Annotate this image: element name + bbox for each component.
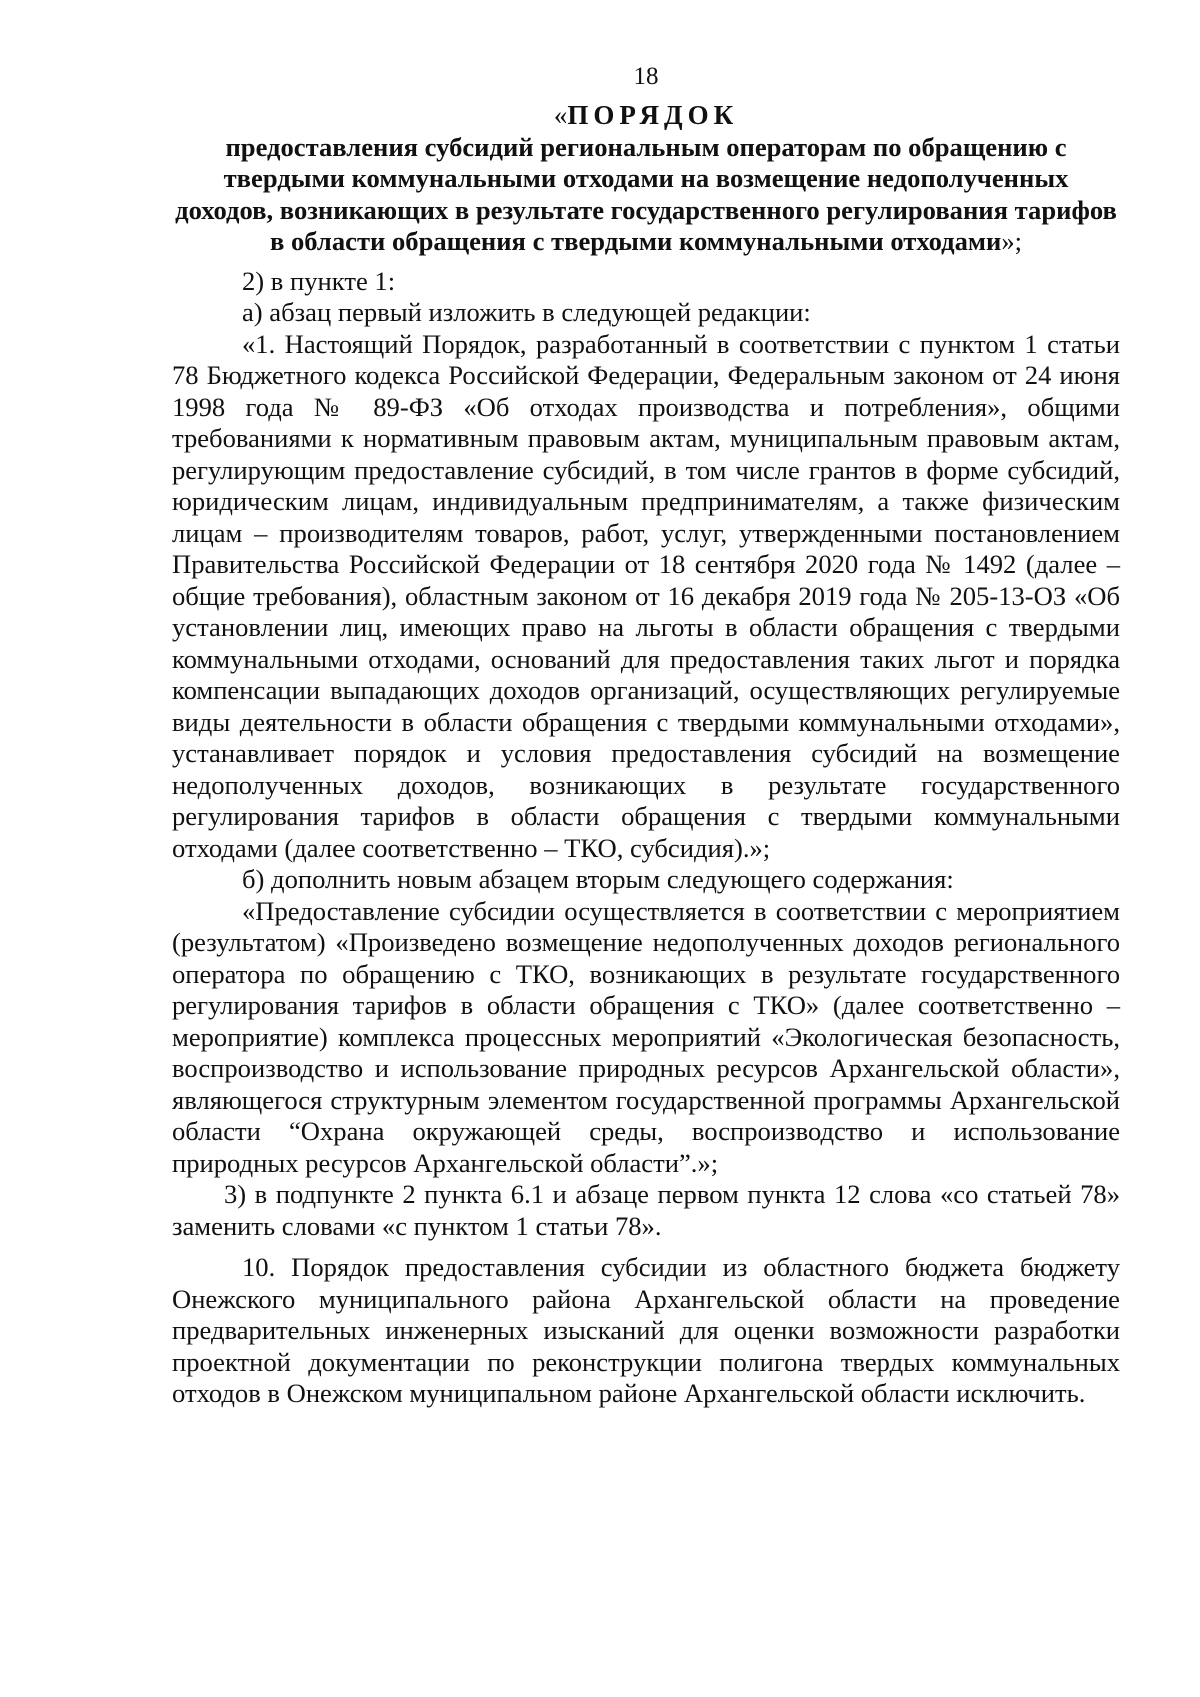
paragraph-new-abzac: «Предоставление субсидии осуществляется в соответствии с мероприятием (результатом) «Произведено возмещение недополученных доходов регионального оператора по обращению с ТКО, возникающих в результате государственного регулирования тарифов в области обращения с ТКО» (далее соответственно – мероприятие) комплекса процессных мероприятий «Экологическая безопасность, воспроизводство и использование природных ресурсов Архангельской области», являющегося структурным элементом государственной программы Архангельской области “Охрана окружающей среды, воспроизводство и использование природных ресурсов Архангельской области”.»; bbox=[172, 895, 1120, 1178]
paragraph-clause-1: «1. Настоящий Порядок, разработанный в соответствии с пунктом 1 статьи 78 Бюджетного кодекса Российской Федерации, Федеральным законом от 24 июня 1998 года № 89-ФЗ «Об отходах производства и потребления», общими требованиями к нормативным правовым актам, муниципальным правовым актам, регулирующим предоставление субсидий, в том числе грантов в форме субсидий, юридическим лицам, индивидуальным предпринимателям, а также физическим лицам – производителям товаров, работ, услуг, утвержденными постановлением Правительства Российской Федерации от 18 сентября 2020 года № 1492 (далее – общие требования), областным законом от 16 декабря 2019 года № 205-13-ОЗ «Об установлении лиц, имеющих право на льготы в области обращения с твердыми коммунальными отходами, оснований для предоставления таких льгот и порядка компенсации выпадающих доходов организаций, осуществляющих регулируемые виды деятельности в области обращения с твердыми коммунальными отходами», устанавливает порядок и условия предоставления субсидий на возмещение недополученных доходов, возникающих в результате государственного регулирования тарифов в области обращения с твердыми коммунальными отходами (далее соответственно – ТКО, субсидия).»; bbox=[172, 328, 1120, 863]
title-open-quote: « bbox=[553, 100, 568, 130]
page-number: 18 bbox=[633, 63, 659, 90]
paragraph-subitem-b: б) дополнить новым абзацем вторым следующего содержания: bbox=[242, 864, 954, 894]
document-page bbox=[172, 62, 1120, 1410]
paragraph-item-10: 10. Порядок предоставления субсидии из областного бюджета бюджету Онежского муниципального района Архангельской области на проведение предварительных инженерных изысканий для оценки возможности разработки проектной документации по реконструкции полигона твердых коммунальных отходов в Онежском муниципальном районе Архангельской области исключить. bbox=[172, 1252, 1120, 1408]
spacer bbox=[172, 258, 1120, 266]
subtitle-bold-text: предоставления субсидий региональным операторам по обращению с твердыми коммунальными отходами на возмещение недополученных доходов, возникающих в результате государственного регулирования тарифов в области обращения с твердыми коммунальными отходами bbox=[175, 131, 1117, 256]
paragraph-item-3: 3) в подпункте 2 пункта 6.1 и абзаце первом пункта 12 слова «со статьей 78» заменить словами «с пунктом 1 статьи 78». bbox=[172, 1179, 1120, 1241]
title-word: ПОРЯДОК bbox=[567, 100, 739, 130]
subtitle-tail: »; bbox=[1001, 226, 1023, 256]
paragraph-item-2: 2) в пункте 1: bbox=[242, 265, 396, 296]
document-title bbox=[172, 100, 1120, 132]
paragraph-subitem-a: а) абзац первый изложить в следующей редакции: bbox=[242, 297, 811, 327]
document-subtitle bbox=[172, 132, 1120, 258]
